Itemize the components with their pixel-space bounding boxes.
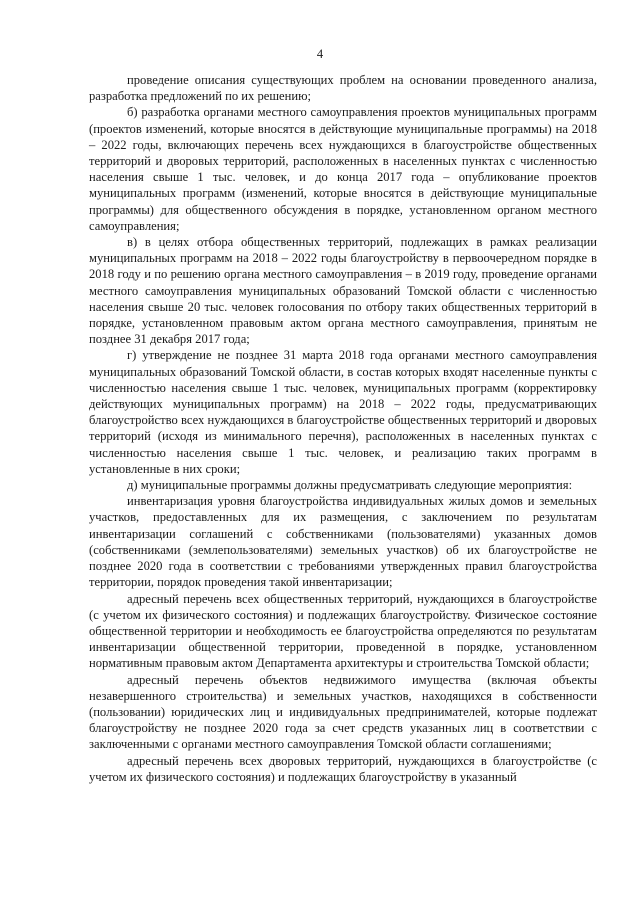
paragraph: проведение описания существующих проблем на основании проведенного анализа, разработка предложений по их решению;	[89, 73, 597, 104]
paragraph-item-d: д) муниципальные программы должны предусматривать следующие мероприятия:	[127, 478, 573, 493]
page-number: 4	[316, 47, 324, 61]
paragraph: адресный перечень всех дворовых территорий, нуждающихся в благоустройстве (с учетом их физического состояния) и подлежащих благоустройству в указанный	[89, 753, 597, 784]
paragraph: адресный перечень объектов недвижимого имущества (включая объекты незавершенного строительства) и земельных участков, находящихся в собственности (пользовании) юридических лиц и индивидуальных предпринимателей, которые подлежат благоустройству не позднее 2020 года за счет средств указанных лиц в соответствии с заключенными с органами местного самоуправления Томской области соглашениями;	[89, 672, 597, 752]
document-body	[89, 72, 597, 785]
paragraph-item-b: б) разработка органами местного самоуправления проектов муниципальных программ (проектов изменений, которые вносятся в действующие муниципальные программы) на 2018 – 2022 годы, включающих перечень всех нуждающихся в благоустройстве общественных территорий и дворовых территорий, расположенных в населенных пунктах с численностью населения свыше 1 тыс. человек, и до конца 2017 года – опубликование проектов муниципальных программ (изменений, которые вносятся в действующие муниципальные программы) для общественного обсуждения в порядке, установленном органом местного самоуправления;	[89, 105, 597, 233]
paragraph-item-v: в) в целях отбора общественных территорий, подлежащих в рамках реализации муниципальных программ на 2018 – 2022 годы благоустройству в первоочередном порядке в 2018 году и по решению органа местного самоуправления – в 2019 году, проведение органами местного самоуправления муниципальных образований Томской области с численностью населения свыше 20 тыс. человек голосования по отбору таких общественных территорий в порядке, установленном правовым актом органа местного самоуправления, принятым не позднее 31 декабря 2017 года;	[89, 235, 597, 347]
paragraph-item-g: г) утверждение не позднее 31 марта 2018 года органами местного самоуправления муниципальных образований Томской области, в состав которых входят населенные пункты с численностью населения свыше 1 тыс. человек, муниципальных программ (корректировку действующих муниципальных программ) на 2018 – 2022 годы, предусматривающих благоустройство всех нуждающихся в благоустройстве общественных территорий и дворовых территорий (исходя из минимального перечня), расположенных в населенных пунктах с численностью населения свыше 1 тыс. человек, и реализацию таких программ в установленные в них сроки;	[89, 348, 597, 476]
paragraph: инвентаризация уровня благоустройства индивидуальных жилых домов и земельных участков, предоставленных для их размещения, с заключением по результатам инвентаризации соглашений с собственниками (пользователями) указанных домов (собственниками (землепользователями) земельных участков) об их благоустройстве не позднее 2020 года в соответствии с требованиями утвержденных правил благоустройства территории, порядок проведения такой инвентаризации;	[89, 494, 597, 590]
paragraph: адресный перечень всех общественных территорий, нуждающихся в благоустройстве (с учетом их физического состояния) и подлежащих благоустройству. Физическое состояние общественной территории и необходимость ее благоустройства определяются по результатам инвентаризации общественной территории, проведенной в порядке, установленном нормативным правовым актом Департамента архитектуры и строительства Томской области;	[89, 591, 597, 671]
